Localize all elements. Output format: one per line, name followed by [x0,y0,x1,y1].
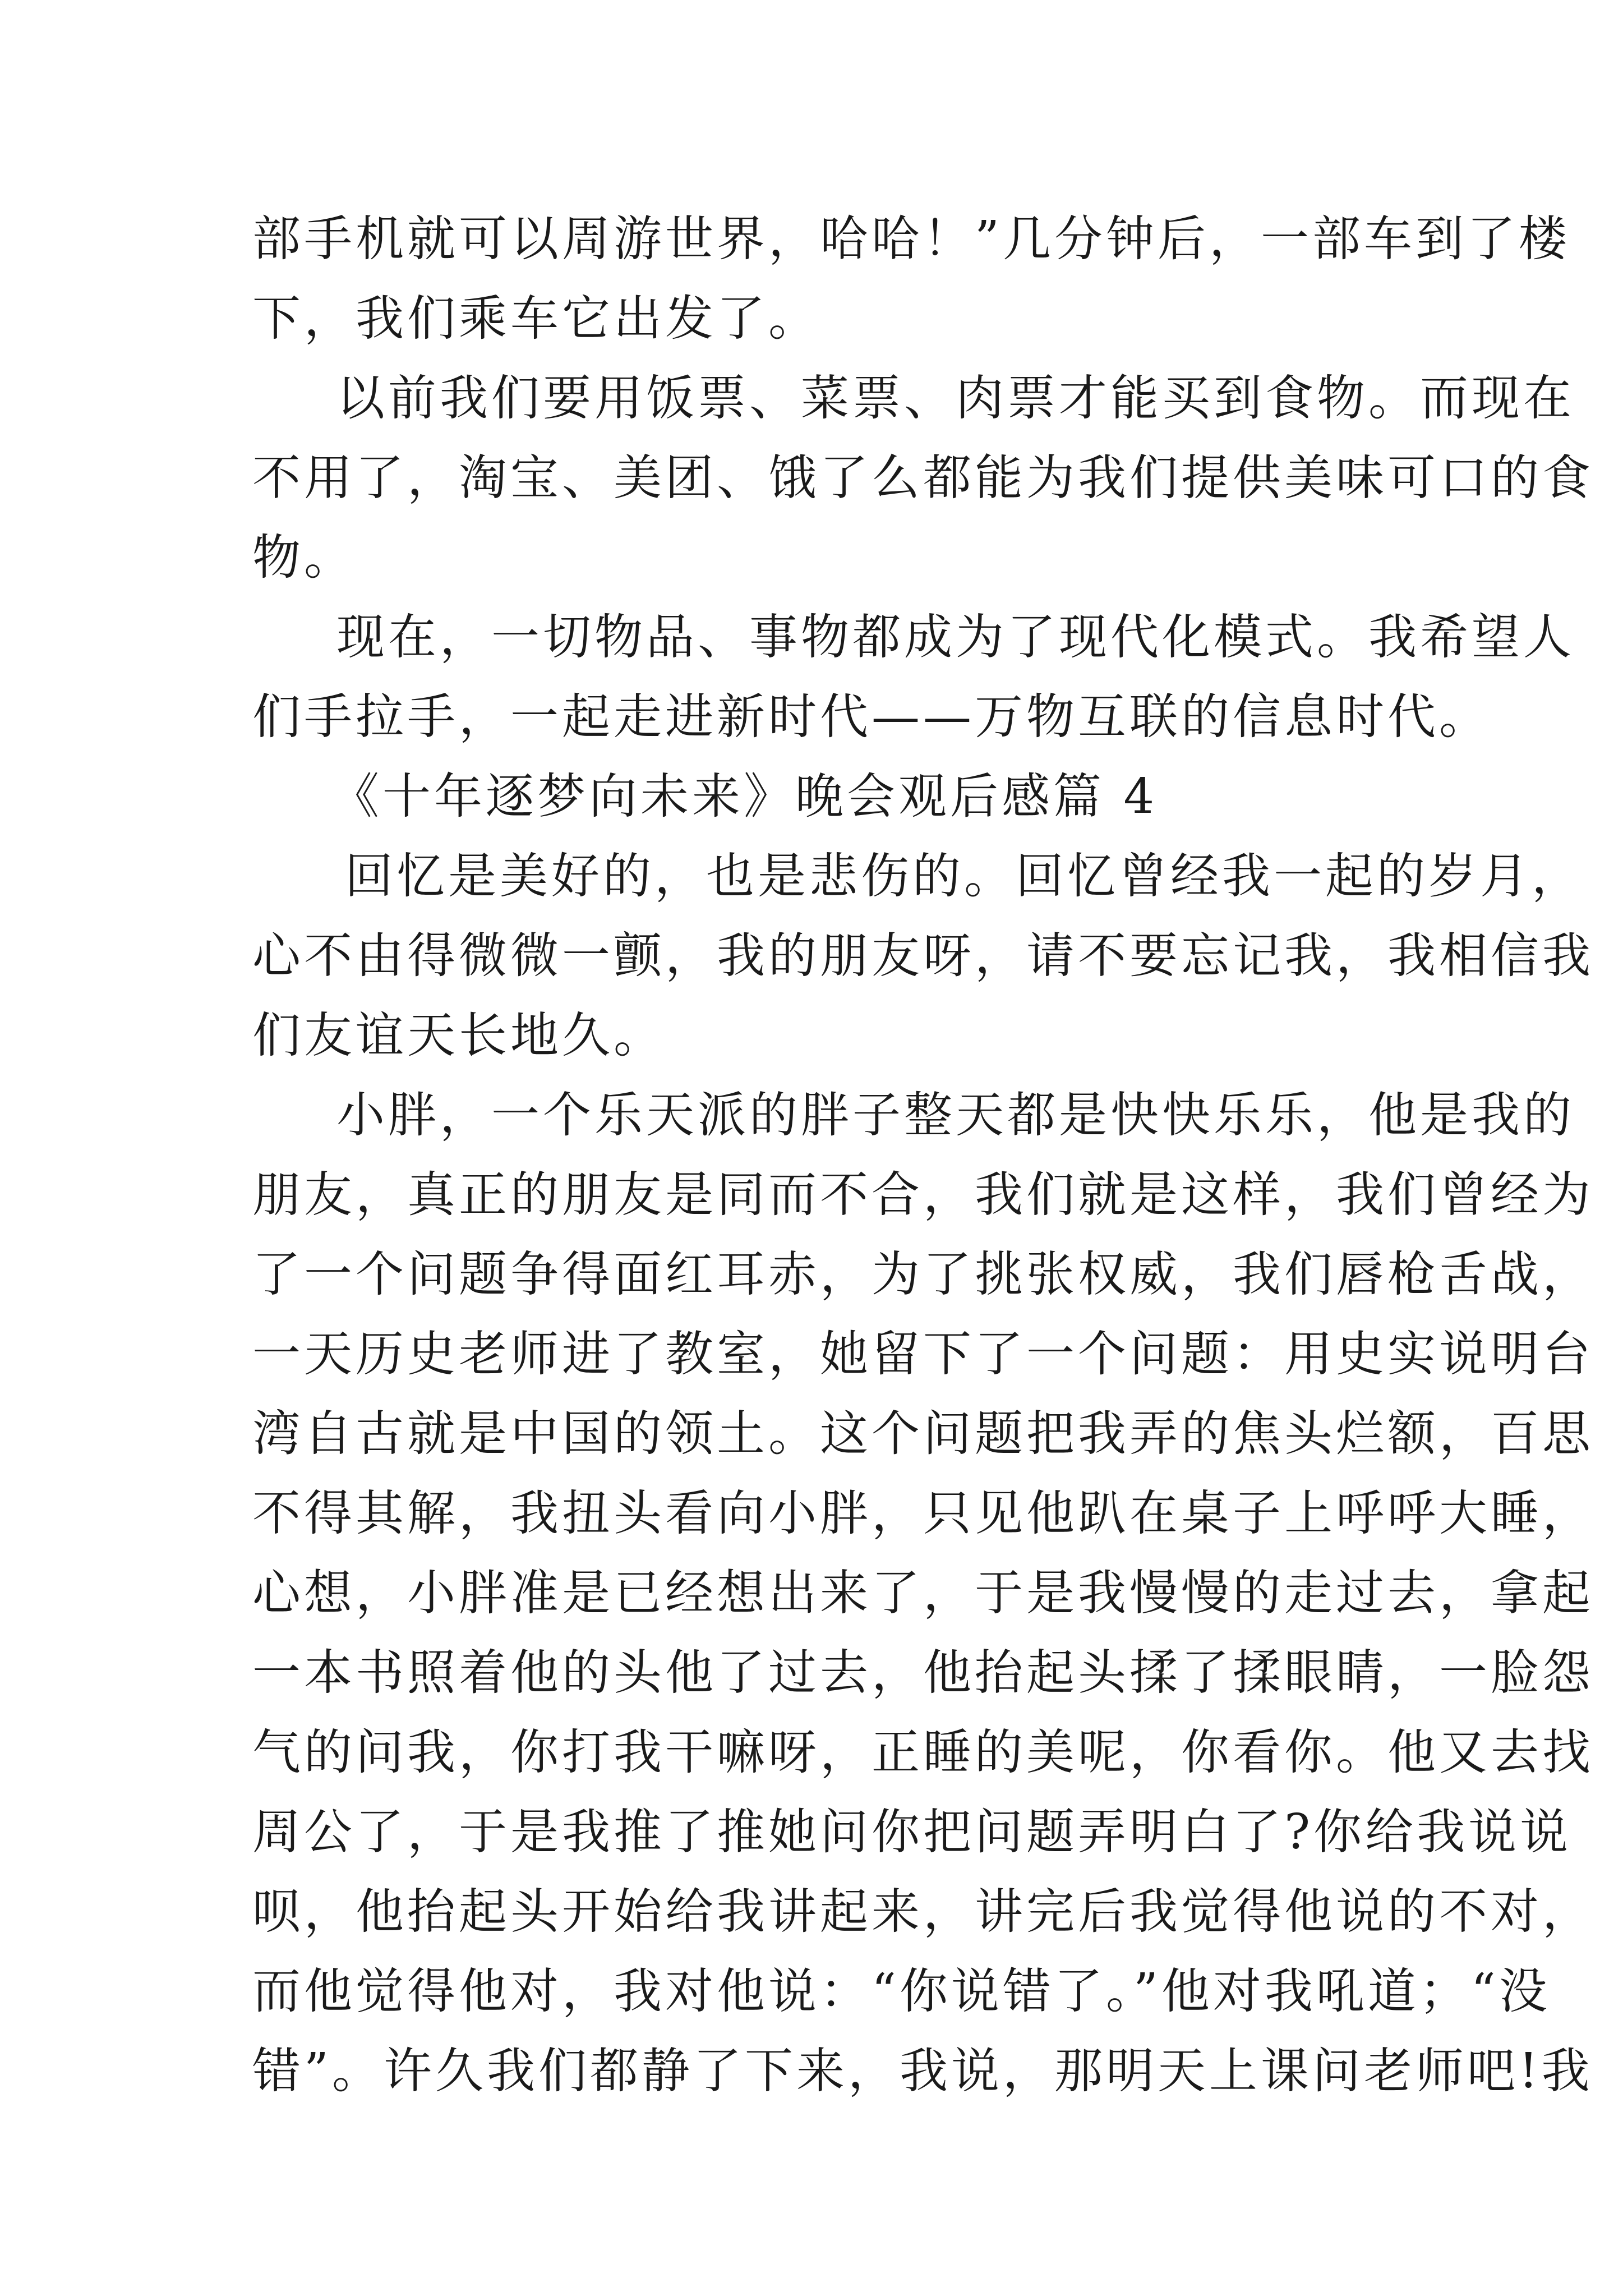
text-line: 心想，小胖准是已经想出来了，于是我慢慢的走过去，拿起 [252,1565,1594,1621]
text-line: 以前我们要用饭票、菜票、肉票才能买到食物。而现在 [336,370,1575,426]
text-line: 不用了，淘宝、美团、饿了么都能为我们提供美味可口的食 [252,450,1594,506]
section-title: 《十年逐梦向未来》晚会观后感篇 4 [331,769,1158,825]
text-line: 小胖，一个乐天派的胖子整天都是快快乐乐，他是我的 [336,1087,1575,1143]
text-line: 气的问我，你打我干嘛呀，正睡的美呢，你看你。他又去找 [252,1724,1594,1780]
text-line: 们手拉手，一起走进新时代——万物互联的信息时代。 [252,689,1491,745]
document-page [252,199,1594,2111]
text-line: 物。 [252,530,356,586]
text-line: 湾自古就是中国的领土。这个问题把我弄的焦头烂额，百思 [252,1406,1594,1462]
text-line: 一本书照着他的头他了过去，他抬起头揉了揉眼睛，一脸怨 [252,1645,1594,1701]
text-line: 们友谊天长地久。 [252,1007,665,1064]
paragraph-5 [252,1075,1594,2111]
paragraph-3 [252,597,1575,757]
paragraph-1 [252,199,1570,358]
text-line: 部手机就可以周游世界，哈哈！”几分钟后，一部车到了楼 [252,211,1570,267]
section-heading [252,757,1380,836]
text-line: 现在，一切物品、事物都成为了现代化模式。我希望人 [336,609,1575,665]
text-line: 心不由得微微一颤，我的朋友呀，请不要忘记我，我相信我 [252,928,1594,984]
text-line: 错”。许久我们都静了下来，我说，那明天上课问老师吧!我 [252,2043,1593,2099]
text-line: 呗，他抬起头开始给我讲起来，讲完后我觉得他说的不对， [252,1884,1594,1940]
text-line: 一天历史老师进了教室，她留下了一个问题：用史实说明台 [252,1326,1594,1382]
paragraph-4 [252,836,1594,1075]
paragraph-2 [252,358,1594,597]
text-line: 下，我们乘车它出发了。 [252,291,820,347]
text-line: 而他觉得他对，我对他说：“你说错了。”他对我吼道；“没 [252,1963,1551,2019]
text-line: 朋友，真正的朋友是同而不合，我们就是这样，我们曾经为 [252,1167,1594,1223]
text-line: 不得其解，我扭头看向小胖，只见他趴在桌子上呼呼大睡， [252,1485,1594,1542]
text-line: 周公了，于是我推了推她问你把问题弄明白了?你给我说说 [252,1804,1572,1860]
text-line: 回忆是美好的，也是悲伤的。回忆曾经我一起的岁月， [345,848,1583,904]
text-line: 了一个问题争得面红耳赤，为了挑张权威，我们唇枪舌战， [252,1246,1594,1303]
